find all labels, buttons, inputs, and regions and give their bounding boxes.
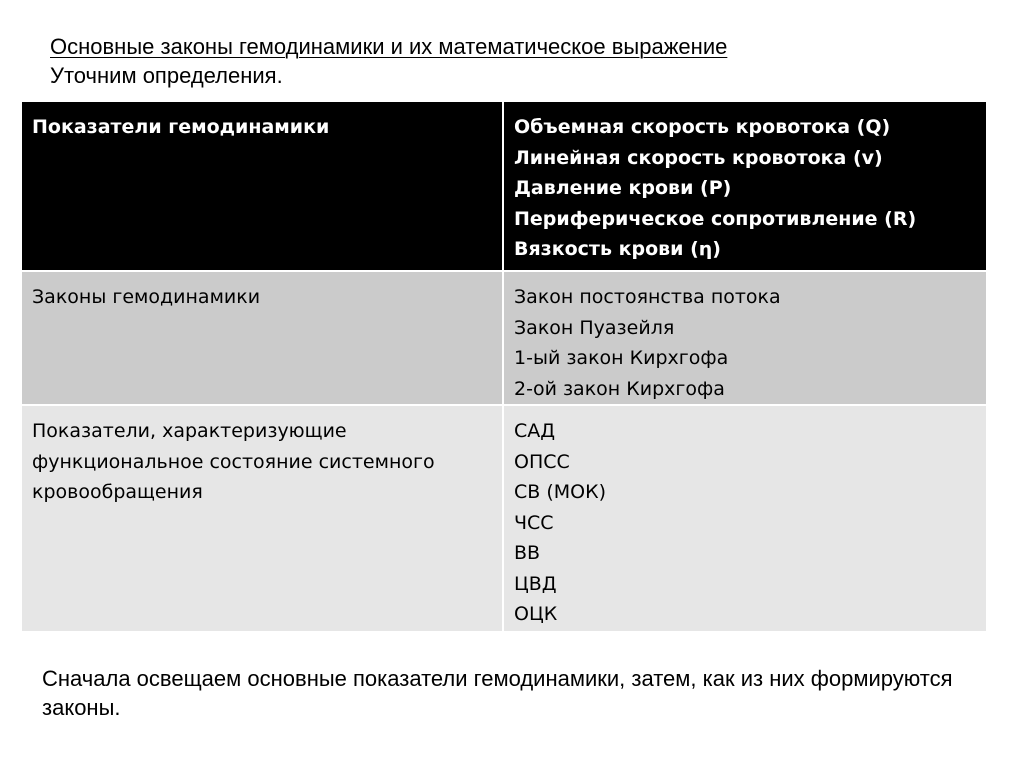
slide-heading — [50, 32, 727, 90]
hemodynamics-table — [22, 102, 986, 631]
list-item: Периферическое сопротивление (R) — [514, 207, 917, 230]
row-label-line: функциональное состояние системного — [32, 450, 435, 473]
slide-title: Основные законы гемодинамики и их математическое выражение — [50, 34, 728, 59]
list-item: ОПСС — [514, 450, 570, 473]
list-item: САД — [514, 420, 556, 442]
row-label: Законы гемодинамики — [32, 286, 261, 308]
table-row — [22, 405, 986, 631]
list-item: ВВ — [514, 542, 541, 564]
row-items-cell — [503, 271, 986, 405]
list-item: Давление крови (P) — [514, 177, 732, 199]
footer-note: Сначала освещаем основные показатели гемодинамики, затем, как из них формируются законы. — [42, 666, 953, 720]
row-label-cell — [22, 405, 503, 631]
row-label-line: кровообращения — [32, 481, 203, 503]
list-item: СВ (МОК) — [514, 481, 607, 503]
row-items-cell — [503, 102, 986, 271]
row-label-cell — [22, 271, 503, 405]
table-row — [22, 271, 986, 405]
list-item: Закон Пуазейля — [514, 316, 675, 339]
list-item: Вязкость крови (η) — [514, 238, 721, 260]
list-item: ЧСС — [514, 511, 554, 534]
list-item: ЦВД — [514, 572, 557, 595]
row-label-cell — [22, 102, 503, 271]
list-item: Закон постоянства потока — [514, 286, 781, 308]
list-item: ОЦК — [514, 603, 558, 625]
list-item: 2-ой закон Кирхгофа — [514, 377, 725, 400]
row-label: Показатели гемодинамики — [32, 116, 330, 138]
list-item: Линейная скорость кровотока (v) — [514, 146, 883, 169]
row-items-cell — [503, 405, 986, 631]
list-item: Объемная скорость кровотока (Q) — [514, 116, 891, 138]
slide-subtitle: Уточним определения. — [50, 63, 283, 88]
list-item: 1-ый закон Кирхгофа — [514, 347, 729, 369]
table-row — [22, 102, 986, 271]
row-label-line: Показатели, характеризующие — [32, 420, 347, 442]
